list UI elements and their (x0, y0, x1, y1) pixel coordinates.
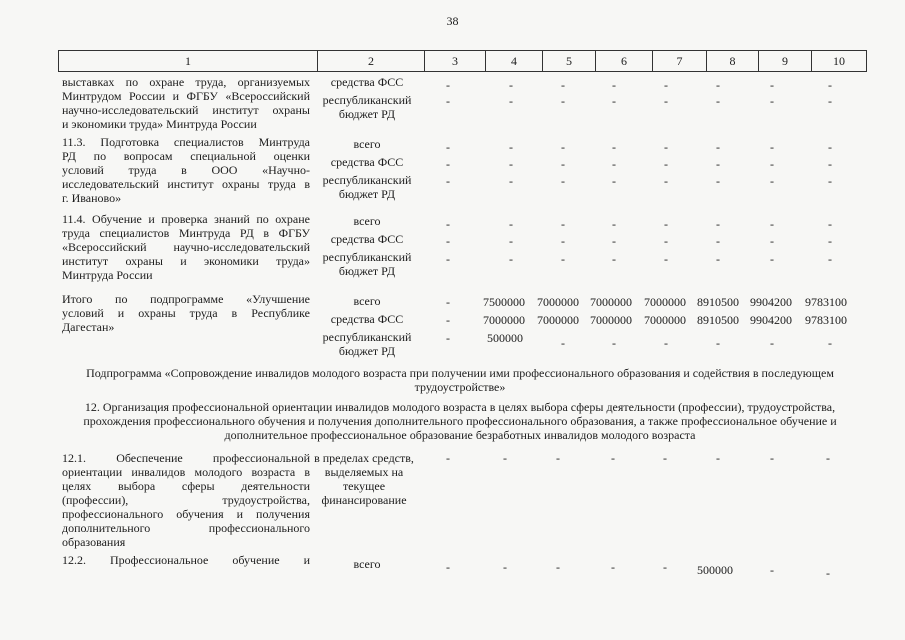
cell: - (561, 78, 565, 92)
cell: - (612, 174, 616, 188)
funding-source: республиканский бюджет РД (322, 330, 412, 358)
desc-line: Дагестан» (62, 320, 115, 334)
desc-line: 12.1. Обеспечение профессиональной (62, 451, 310, 465)
cell: - (716, 94, 720, 108)
cell: - (509, 94, 513, 108)
cell: - (611, 560, 615, 574)
desc-line: Минтрудом России и ФГБУ «Всероссийский (62, 89, 310, 103)
subprogram-title: Подпрограмма «Сопровождение инвалидов молодого возраста при получении ими профессионального образования и содействия в последующем трудоустройстве» (86, 366, 834, 394)
cell: 7500000 (483, 295, 525, 309)
desc-line: Минтруда России (62, 268, 153, 282)
desc-line: условий труда в ООО «Научно- (62, 163, 310, 177)
header-col: 1 (185, 53, 191, 68)
section-12-title: 12. Организация профессиональной ориентации инвалидов молодого возраста в целях выбора сферы деятельности (профессии), трудоустройства, прохождения профессионального обучения и получения дополнительного профессионального образования, а также профессиональное обучение и дополнительное профессиональное образование безработных инвалидов молодого возраста (83, 400, 837, 442)
cell: - (828, 252, 832, 266)
header-col: 9 (758, 51, 811, 71)
cell: - (828, 336, 832, 350)
cell: - (503, 560, 507, 574)
cell: - (770, 336, 774, 350)
cell: - (663, 451, 667, 465)
cell: - (716, 234, 720, 248)
funding-source: средства ФСС (330, 75, 404, 89)
cell: - (770, 217, 774, 231)
cell: - (664, 78, 668, 92)
header-col: 6 (595, 51, 652, 71)
funding-source: средства ФСС (330, 155, 404, 169)
cell: - (612, 140, 616, 154)
desc-line: научно-исследовательский институт охраны (62, 103, 310, 117)
cell: 9783100 (805, 313, 847, 327)
cell: - (716, 451, 720, 465)
cell: - (446, 157, 450, 171)
cell: - (716, 174, 720, 188)
desc-line: целях выбора сферы деятельности (62, 479, 310, 493)
cell: - (664, 157, 668, 171)
cell: - (828, 174, 832, 188)
funding-source: всего (353, 214, 381, 228)
desc-line: исследовательский институт охраны труда в (62, 177, 310, 191)
desc-line: и экономики труда» Минтруда России (62, 117, 257, 131)
cell: - (770, 234, 774, 248)
cell: 9904200 (750, 313, 792, 327)
cell: - (446, 78, 450, 92)
cell: - (509, 252, 513, 266)
cell: - (828, 140, 832, 154)
cell: 7000000 (483, 313, 525, 327)
cell: 7000000 (590, 295, 632, 309)
cell: - (828, 78, 832, 92)
cell: - (770, 94, 774, 108)
desc-line: Итого по подпрограмме «Улучшение (62, 292, 310, 306)
cell: - (503, 451, 507, 465)
cell: - (770, 451, 774, 465)
cell: - (556, 451, 560, 465)
funding-source: всего (353, 137, 381, 151)
cell: - (716, 140, 720, 154)
funding-source: средства ФСС (330, 312, 404, 326)
cell: - (664, 174, 668, 188)
desc-line: условий и охраны труда в Республике (62, 306, 310, 320)
cell: - (716, 252, 720, 266)
cell: 7000000 (537, 313, 579, 327)
cell: - (446, 94, 450, 108)
desc-line: ориентации инвалидов молодого возраста в (62, 465, 310, 479)
cell: 7000000 (537, 295, 579, 309)
cell: - (664, 234, 668, 248)
desc-line: 11.3. Подготовка специалистов Минтруда (62, 135, 310, 149)
cell: - (716, 336, 720, 350)
header-col: 5 (542, 51, 595, 71)
cell: 500000 (487, 331, 523, 345)
cell: - (446, 451, 450, 465)
header-col: 10 (811, 51, 866, 71)
cell: 500000 (697, 563, 733, 577)
cell: - (612, 94, 616, 108)
funding-source: в пределах средств, выделяемых на текущее финансирование (314, 451, 414, 507)
desc-line: (профессии), трудоустройства, (62, 493, 310, 507)
cell: - (770, 174, 774, 188)
desc-line: РД по вопросам специальной оценки (62, 149, 310, 163)
page-number: 38 (446, 14, 459, 28)
desc-line: 11.4. Обучение и проверка знаний по охране (62, 212, 310, 226)
cell: - (664, 94, 668, 108)
cell: - (446, 331, 450, 345)
cell: - (556, 560, 560, 574)
desc-line: профессионального обучения и получения (62, 507, 310, 521)
cell: - (828, 94, 832, 108)
cell: - (828, 217, 832, 231)
cell: - (446, 174, 450, 188)
cell: - (826, 451, 830, 465)
cell: - (561, 336, 565, 350)
desc-line: 12.2. Профессиональное обучение и (62, 553, 310, 567)
cell: - (446, 140, 450, 154)
funding-source: республиканский бюджет РД (322, 250, 412, 278)
cell: - (664, 140, 668, 154)
cell: - (509, 174, 513, 188)
cell: - (561, 217, 565, 231)
header-col: 2 (317, 51, 424, 71)
header-col: 4 (485, 51, 542, 71)
cell: - (716, 217, 720, 231)
cell: - (770, 140, 774, 154)
cell: - (561, 234, 565, 248)
desc-line: дополнительного профессионального (62, 521, 310, 535)
cell: - (826, 566, 830, 580)
cell: - (612, 217, 616, 231)
cell: - (612, 252, 616, 266)
cell: - (561, 157, 565, 171)
cell: - (828, 234, 832, 248)
funding-source: республиканский бюджет РД (322, 93, 412, 121)
funding-source: республиканский бюджет РД (322, 173, 412, 201)
cell: - (716, 157, 720, 171)
cell: - (561, 174, 565, 188)
cell: 7000000 (644, 295, 686, 309)
desc-line: г. Иваново» (62, 191, 122, 205)
cell: - (612, 157, 616, 171)
header-col: 3 (424, 51, 485, 71)
cell: - (770, 78, 774, 92)
cell: - (770, 157, 774, 171)
cell: - (770, 563, 774, 577)
cell: - (446, 252, 450, 266)
desc-line: образования (62, 535, 126, 549)
cell: 8910500 (697, 295, 739, 309)
cell: - (561, 252, 565, 266)
cell: - (509, 157, 513, 171)
cell: - (664, 252, 668, 266)
funding-source: средства ФСС (330, 232, 404, 246)
cell: - (446, 560, 450, 574)
cell: - (663, 560, 667, 574)
cell: - (561, 140, 565, 154)
column-number-header (58, 50, 867, 72)
cell: - (770, 252, 774, 266)
cell: - (664, 336, 668, 350)
cell: - (664, 217, 668, 231)
cell: - (611, 451, 615, 465)
cell: - (612, 78, 616, 92)
cell: 7000000 (644, 313, 686, 327)
cell: - (716, 78, 720, 92)
header-col: 7 (652, 51, 706, 71)
cell: 9904200 (750, 295, 792, 309)
desc-line: институт охраны и экономики труда» (62, 254, 310, 268)
cell: - (612, 234, 616, 248)
cell: 8910500 (697, 313, 739, 327)
cell: - (612, 336, 616, 350)
cell: - (446, 234, 450, 248)
cell: - (446, 313, 450, 327)
desc-line: труда специалистов Минтруда РД в ФГБУ (62, 226, 310, 240)
cell: - (509, 140, 513, 154)
cell: - (509, 217, 513, 231)
cell: - (561, 94, 565, 108)
cell: - (828, 157, 832, 171)
desc-line: выставках по охране труда, организуемых (62, 75, 310, 89)
cell: 9783100 (805, 295, 847, 309)
header-col: 8 (706, 51, 758, 71)
funding-source: всего (353, 294, 381, 308)
funding-source: всего (353, 557, 381, 571)
cell: 7000000 (590, 313, 632, 327)
cell: - (446, 217, 450, 231)
cell: - (509, 78, 513, 92)
desc-line: «Всероссийский научно-исследовательский (62, 240, 310, 254)
cell: - (446, 295, 450, 309)
cell: - (509, 234, 513, 248)
